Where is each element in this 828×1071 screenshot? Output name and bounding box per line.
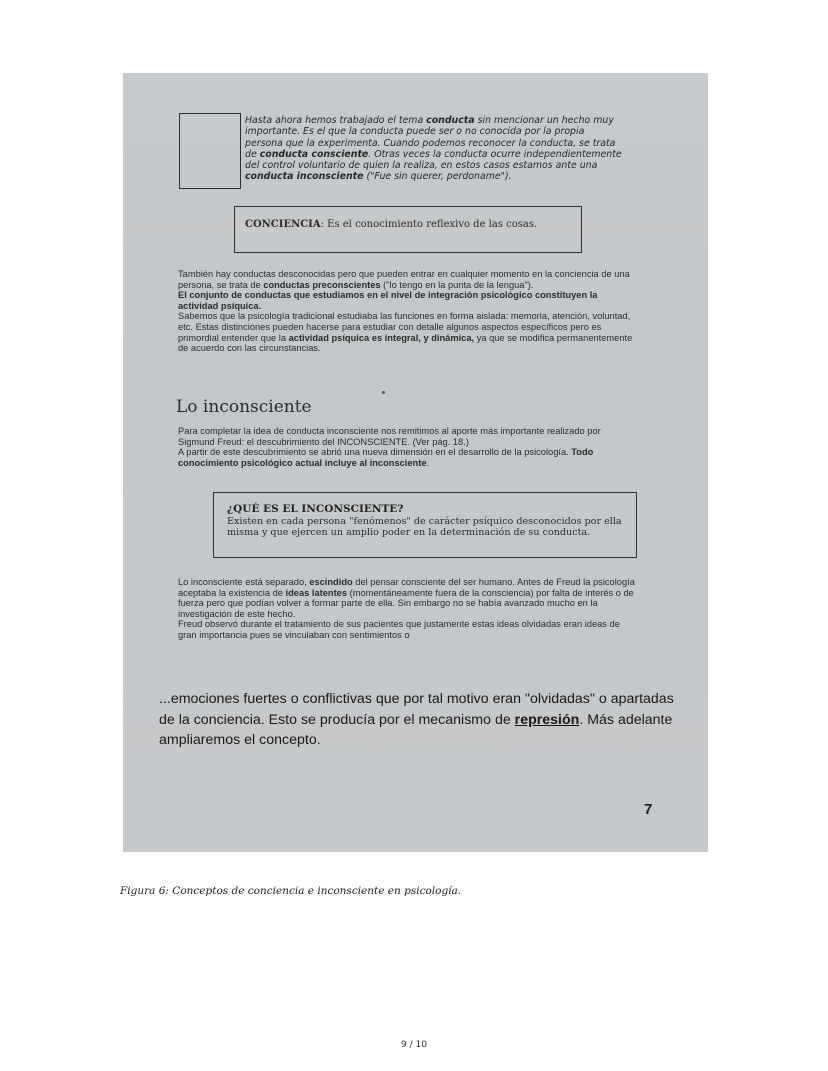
speck: [382, 391, 385, 394]
box-title: ¿QUÉ ES EL INCONSCIENTE?: [227, 503, 404, 515]
text-run: Lo inconsciente está separado,: [178, 577, 310, 587]
bold-text: conducta consciente: [259, 148, 369, 160]
bold-text: ideas latentes: [285, 587, 348, 598]
text-run: ("lo tengo en la punta de la lengua").: [380, 279, 534, 290]
bold-text: Todo conocimiento psicológico actual incluye al inconsciente: [178, 447, 594, 468]
text-run: ("Fue sin querer, perdoname").: [363, 171, 512, 183]
bold-text: CONCIENCIA: [245, 219, 321, 230]
text-run: (momentáneamente fuera de la consciencia) por falta de interés o de fuerza pero que podían volver a formar parte de ella. Sin embargo no se había avanzado mucho en la investigación de este hecho.: [178, 587, 634, 619]
bold-text: actividad psíquica es integral, y dinámica,: [288, 332, 475, 343]
conciencia-definition-box: [234, 206, 582, 253]
text-run: sin mencionar un hecho muy importante. Es el que la conducta puede ser o no conocida por la propia persona que la experimenta. Cuando podemos reconocer la conducta, se trata de: [245, 115, 616, 160]
text-run: . Otras veces la conducta ocurre independientemente del control voluntario de quien la realiza, en estos casos estamos ante una: [245, 148, 622, 172]
text-run: .: [426, 457, 430, 468]
conciencia-definition: [245, 219, 565, 231]
typed-continuation: [159, 689, 679, 751]
text-run: También hay conductas desconocidas pero que pueden entrar en cualquier momento en la conciencia de una persona, se trata de: [178, 269, 630, 290]
box-text: Existen en cada persona "fenómenos" de carácter psíquico desconocidos por ella misma y que ejercen un amplio poder en la determinación de su conducta.: [227, 516, 622, 539]
bold-text: conducta inconsciente: [245, 171, 364, 183]
escindido-paragraph: [178, 577, 636, 641]
text-run: Para completar la idea de conducta inconsciente nos remitimos al aporte más importante realizado por Sigmund Freud: el descubrimiento del INCONSCIENTE. (Ver pág. 18.): [178, 426, 601, 447]
figure-caption: Figura 6: Conceptos de conciencia e inconsciente en psicología.: [120, 885, 462, 897]
bold-text: conductas preconscientes: [263, 279, 381, 290]
intro-italic-paragraph: [245, 115, 625, 183]
typed-text-before: ...emociones fuertes o conflictivas que por tal motivo eran "olvidadas" o apartadas de la conciencia. Esto se producía por el mecanismo de: [159, 691, 674, 728]
text-run: Hasta ahora hemos trabajado el tema: [245, 115, 427, 126]
photo-page-number: 7: [644, 801, 653, 818]
bold-text: El conjunto de conductas que estudiamos en el nivel de integración psicológico constituyen la actividad psíquica.: [178, 290, 598, 311]
inconsciente-definition-box: [213, 492, 637, 558]
text-run: Sabemos que la psicología tradicional estudiaba las funciones en forma aislada: memoria, atención, voluntad, etc. Estas distinciones pueden hacerse para estudiar con detalle algunos aspectos específicos pero es primordial entender que la: [178, 311, 631, 343]
page-footer: 9 / 10: [401, 1040, 427, 1050]
text-run: Freud observó durante el tratamiento de sus pacientes que justamente estas ideas olvidadas eran ideas de gran importancia pues se vinculaban con sentimientos o: [178, 619, 620, 640]
text-run: : Es el conocimiento reflexivo de las cosas.: [320, 219, 538, 230]
freud-paragraph: [178, 426, 636, 468]
preconscious-paragraph: [178, 269, 636, 354]
typed-text-after: . Más adelante ampliaremos el concepto.: [159, 711, 673, 748]
section-heading: Lo inconsciente: [176, 397, 312, 417]
text-run: A partir de este descubrimiento se abrió una nueva dimensión en el desarrollo de la psicología.: [178, 447, 572, 458]
empty-square: [179, 113, 241, 189]
text-run: ya que se modifica permanentemente de acuerdo con las circunstancias.: [178, 332, 633, 354]
represion-term: represión: [514, 711, 580, 728]
bold-text: escindido: [309, 577, 353, 587]
document-photo: [123, 73, 708, 852]
bold-text: conducta: [426, 115, 475, 126]
text-run: del pensar consciente del ser humano. Antes de Freud la psicología aceptaba la existencia de: [178, 577, 635, 598]
